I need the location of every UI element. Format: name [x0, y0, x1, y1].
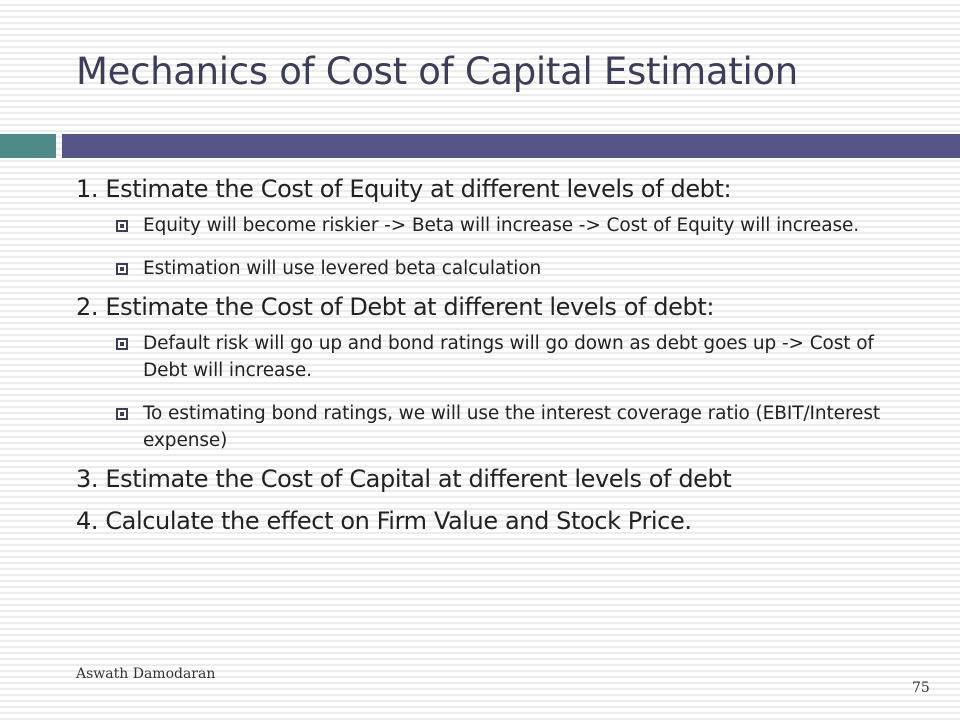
sub-point — [76, 330, 896, 384]
sub-list-1 — [76, 212, 896, 282]
header-bar-accent — [0, 134, 56, 158]
slide-body — [76, 172, 896, 538]
square-bullet-icon — [116, 338, 128, 350]
square-bullet-icon — [116, 220, 128, 232]
sub-point-text: Equity will become riskier -> Beta will increase -> Cost of Equity will increase. — [143, 215, 860, 236]
square-bullet-icon — [116, 263, 128, 275]
main-point-3: 3. Estimate the Cost of Capital at different levels of debt — [76, 465, 732, 493]
sub-point — [76, 400, 896, 454]
sub-point-text: Default risk will go up and bond ratings will go down as debt goes up -> Cost of Debt will increase. — [143, 333, 874, 381]
sub-list-2 — [76, 330, 896, 454]
square-bullet-icon — [116, 408, 128, 420]
slide-title: Mechanics of Cost of Capital Estimation — [76, 50, 798, 93]
main-point-4: 4. Calculate the effect on Firm Value and Stock Price. — [76, 507, 692, 535]
footer-author: Aswath Damodaran — [76, 666, 216, 682]
page-number: 75 — [912, 680, 930, 696]
sub-point-text: Estimation will use levered beta calculation — [143, 258, 542, 279]
main-point-1: 1. Estimate the Cost of Equity at different levels of debt: — [76, 175, 732, 203]
main-point-2: 2. Estimate the Cost of Debt at different levels of debt: — [76, 293, 715, 321]
sub-point — [76, 255, 896, 282]
header-bar — [62, 134, 960, 158]
sub-point-text: To estimating bond ratings, we will use the interest coverage ratio (EBIT/Interest expense) — [143, 403, 881, 451]
sub-point — [76, 212, 896, 239]
